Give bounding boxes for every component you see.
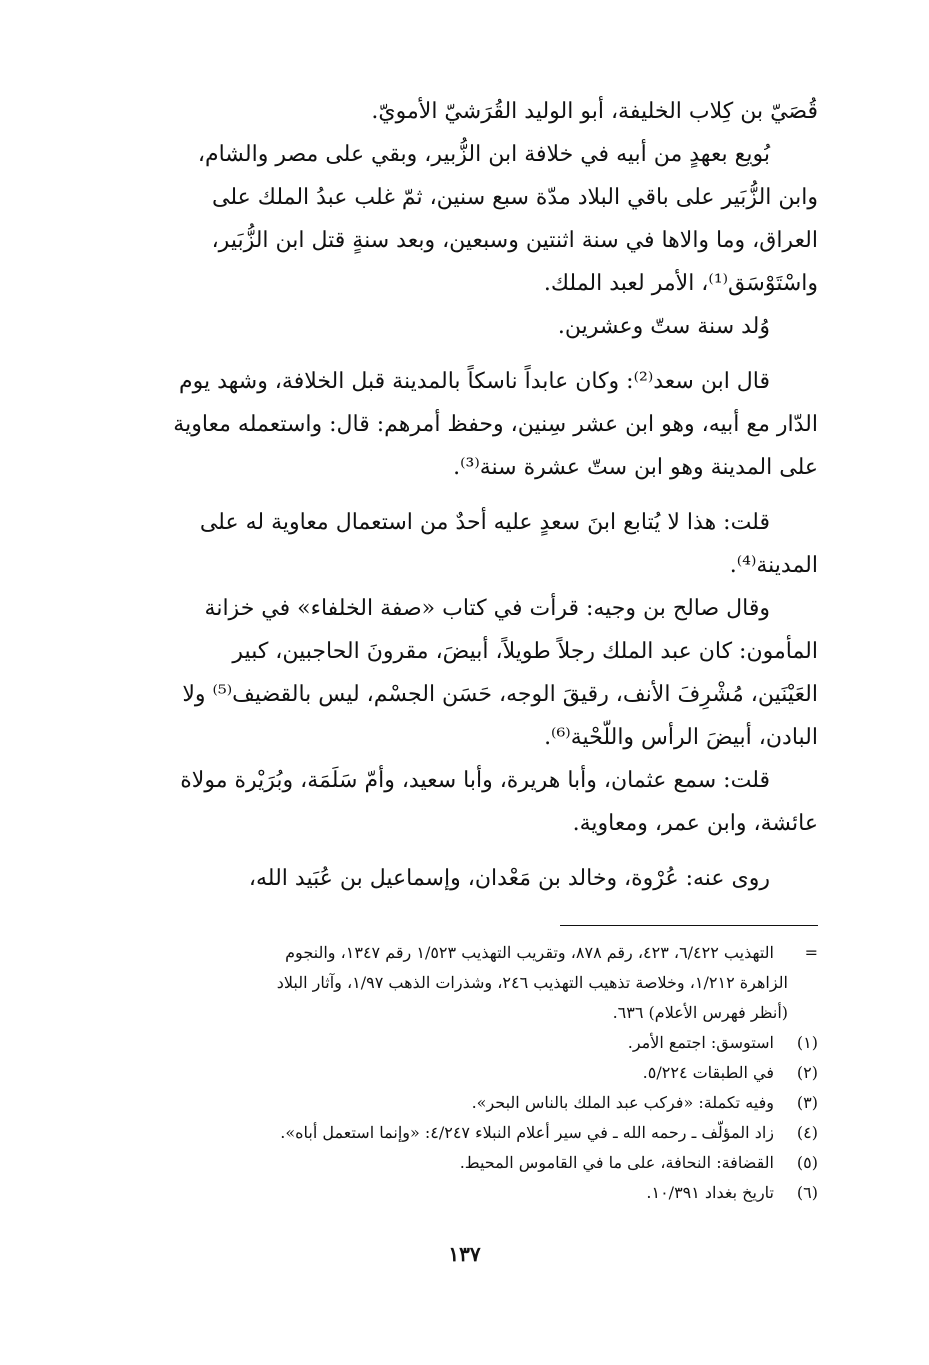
paragraph xyxy=(108,133,818,305)
text-line: بُويع بعهدٍ من أبيه في خلافة ابن الزُّبير، وبقي على مصر والشام، xyxy=(197,142,770,167)
footnote-number: (٥) xyxy=(796,1153,818,1172)
paragraph xyxy=(108,501,818,587)
paragraph xyxy=(108,90,818,133)
text-line: على المدينة وهو ابن ستّ عشرة سنة⁽³⁾. xyxy=(453,455,818,480)
page-number: ١٣٧ xyxy=(448,1242,481,1266)
text-line: قلت: سمع عثمان، وأبا هريرة، وأبا سعيد، وأمّ سَلَمَة، وبُرَيْرة مولاة xyxy=(180,768,770,793)
text-line: العراق، وما والاها في سنة اثنتين وسبعين، وبعد سنةٍ قتل ابن الزُّبَير، xyxy=(211,228,818,253)
footnote xyxy=(108,1028,818,1058)
text-line: عائشة، وابن عمر، ومعاوية. xyxy=(572,811,818,836)
footnote-number: (١) xyxy=(796,1033,818,1052)
paragraph xyxy=(108,360,818,489)
text-line: (أنظر فهرس الأعلام) ٦٣٦. xyxy=(612,1003,788,1022)
text-line: الزاهرة ١/٢١٢، وخلاصة تذهيب التهذيب ٢٤٦، وشذرات الذهب ١/٩٧، وآثار البلاد xyxy=(276,973,788,992)
text-line: التهذيب ٦/٤٢٢، ٤٢٣، رقم ٨٧٨، وتقريب التهذيب ١/٥٢٣ رقم ١٣٤٧، والنجوم xyxy=(285,943,774,962)
footnote xyxy=(108,1178,818,1208)
text-line: المدينة⁽⁴⁾. xyxy=(729,553,818,578)
footnote-number: (٣) xyxy=(796,1093,818,1112)
text-line: الدّار مع أبيه، وهو ابن عشر سِنين، وحفظ أمرهم: قال: واستعمله معاوية xyxy=(173,412,818,437)
footnotes xyxy=(108,938,818,1208)
footnote xyxy=(108,1118,818,1148)
text-line: البادن، أبيضَ الرأس واللّحْية⁽⁶⁾. xyxy=(544,725,818,750)
footnote xyxy=(108,1058,818,1088)
text-line: المأمون: كان عبد الملك رجلاً طويلاً، أبيضَ، مقرونَ الحاجبين، كبير xyxy=(232,639,818,664)
footnote xyxy=(108,1148,818,1178)
footnote-text: القضافة: النحافة، على ما في القاموس المحيط. xyxy=(459,1153,774,1172)
footnote-text: زاد المؤلّف ـ رحمه الله ـ في سير أعلام النبلاء ٤/٢٤٧: «وإنما استعمل أباه». xyxy=(280,1123,774,1142)
main-text xyxy=(108,90,818,900)
text-line: وابن الزُّبَير على باقي البلاد مدّة سبع سنين، ثمّ غلب عبدُ الملك على xyxy=(212,185,818,210)
text-line: قلت: هذا لا يُتابع ابنَ سعدٍ عليه أحدٌ من استعمال معاوية له على xyxy=(199,510,770,535)
footnote-text: وفيه تكملة: «فركب عبد الملك بالناس البحر». xyxy=(471,1093,774,1112)
footnote-number: (٤) xyxy=(796,1123,818,1142)
text-line: روى عنه: عُرْوة، وخالد بن مَعْدان، وإسماعيل بن عُبَيد الله، xyxy=(248,866,770,891)
text-line: واسْتَوْسَق⁽¹⁾، الأمر لعبد الملك. xyxy=(543,271,818,296)
text-line: قال ابن سعد⁽²⁾: وكان عابداً ناسكاً بالمدينة قبل الخلافة، وشهد يوم xyxy=(178,369,770,394)
footnote xyxy=(108,1088,818,1118)
footnote-number: (٢) xyxy=(796,1063,818,1082)
paragraph xyxy=(108,759,818,845)
footnote-number: (٦) xyxy=(796,1183,818,1202)
footnote-text: في الطبقات ٥/٢٢٤. xyxy=(642,1063,774,1082)
paragraph xyxy=(108,587,818,759)
text-line: قُصَيّ بن كِلاب الخليفة، أبو الوليد القُرَشيّ الأمويّ. xyxy=(371,99,818,124)
footnote-text: تاريخ بغداد ١٠/٣٩١. xyxy=(646,1183,774,1202)
text-line: وقال صالح بن وجيه: قرأت في كتاب «صفة الخلفاء» في خزانة xyxy=(204,596,770,621)
footnote-continuation-first-line xyxy=(108,938,818,968)
text-line: العَيْنَين، مُشْرِفَ الأنف، رقيقَ الوجه، حَسَن الجسْم، ليس بالقضيف⁽⁵⁾ ولا xyxy=(182,682,818,707)
text-line: وُلد سنة ستّ وعشرين. xyxy=(557,314,770,339)
continuation-marker: = xyxy=(804,943,818,962)
footnote-text: استوسق: اجتمع الأمر. xyxy=(627,1033,774,1052)
paragraph xyxy=(108,857,818,900)
paragraph xyxy=(108,305,818,348)
footnote-continuation xyxy=(108,938,818,1028)
footnote-divider xyxy=(560,925,818,926)
